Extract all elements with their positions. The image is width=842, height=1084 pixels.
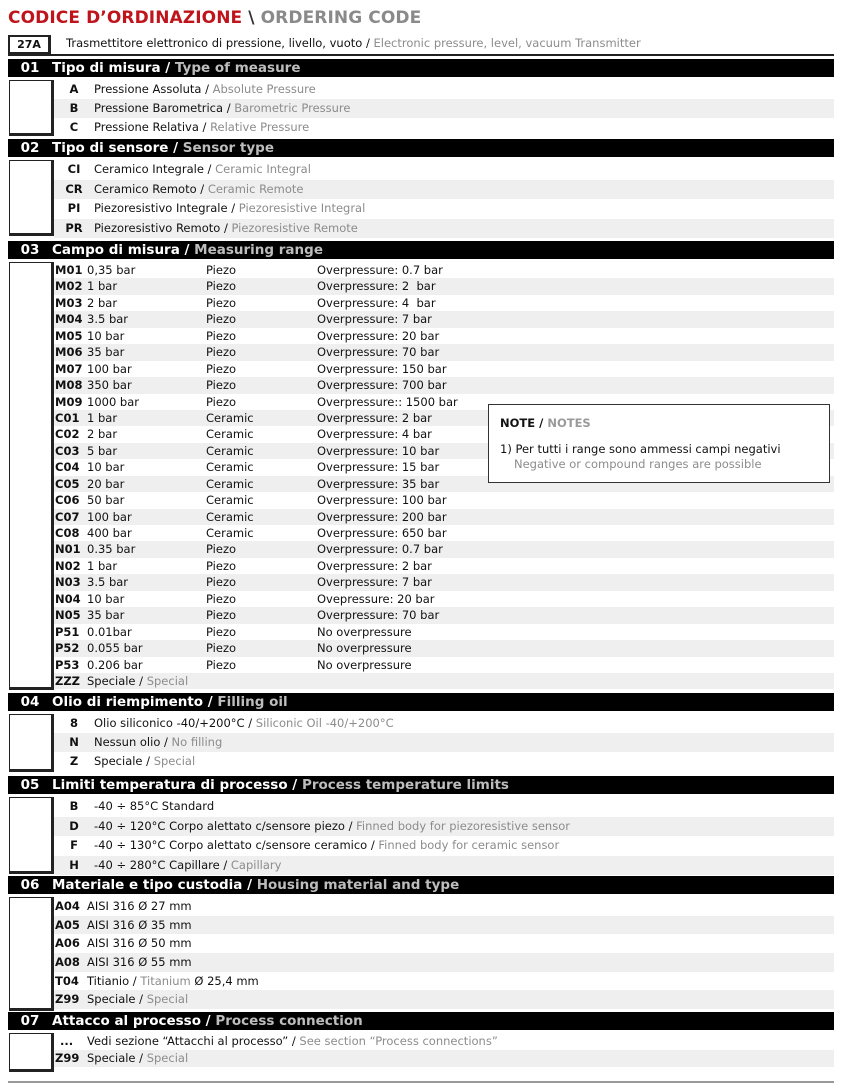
option-list [54, 897, 834, 1009]
section-01-type-of-measure [8, 59, 834, 134]
section-02-sensor-type [8, 139, 834, 235]
sensor-type: Ceramic [206, 493, 254, 508]
sensor-type: Ceramic [206, 526, 254, 540]
range-code: N02 [55, 558, 81, 573]
option-code: CR [65, 181, 83, 196]
option-code: Z99 [55, 1051, 80, 1065]
sensor-type: Piezo [206, 328, 237, 343]
section-number: 02 [20, 140, 40, 156]
option-row: 8 Olio siliconico -40/+200°C / Siliconic Oil -40/+200°C [54, 714, 834, 733]
range-value: 0,35 bar [87, 263, 136, 277]
option-suffix: Ø 25,4 mm [190, 973, 259, 988]
option-row: A Pressione Assoluta / Absolute Pressure [54, 80, 834, 99]
range-row [54, 295, 834, 311]
option-italian: Titianio [87, 973, 130, 988]
option-row: CI Ceramico Integrale / Ceramic Integral [54, 160, 834, 180]
option-code: H [69, 857, 79, 872]
range-value: 2 bar [87, 427, 118, 442]
sensor-type: Piezo [206, 361, 237, 376]
range-code: C02 [55, 427, 80, 442]
range-value: 3.5 bar [87, 575, 129, 590]
option-english: Special [146, 673, 189, 688]
option-english: Relative Pressure [210, 120, 310, 134]
option-code: B [69, 101, 79, 115]
overpressure: Overpressure: 35 bar [317, 476, 440, 491]
range-code: M09 [55, 394, 83, 409]
option-list [54, 714, 834, 771]
option-english: Special [146, 1051, 189, 1065]
option-english: No filling [171, 735, 223, 749]
option-row: T04 Titianio / Titanium Ø 25,4 mm [54, 972, 834, 991]
option-list [54, 797, 834, 875]
range-code: C05 [55, 476, 80, 491]
product-desc-italian: Trasmettitore elettronico di pressione, livello, vuoto [66, 36, 363, 50]
notes-title-italian: NOTE [500, 416, 536, 430]
option-english: Piezoresistive Integral [238, 201, 366, 215]
option-italian: Pressione Relativa [94, 120, 199, 134]
range-value: 0.055 bar [87, 641, 143, 656]
title-italian: CODICE D’ORDINAZIONE [8, 8, 243, 28]
range-value: 3.5 bar [87, 312, 129, 327]
section-header: 03 Campo di misura / Measuring range [8, 241, 834, 259]
section-header: 01 Tipo di misura / Type of measure [8, 59, 834, 77]
range-code: C08 [55, 526, 80, 540]
sensor-type: Piezo [206, 624, 237, 639]
note-line-italian: 1) Per tutti i range sono ammessi campi negativi [500, 442, 781, 456]
range-value: 0.206 bar [87, 657, 143, 672]
section-04-filling-oil [8, 693, 834, 768]
range-code: M07 [55, 361, 83, 376]
overpressure: No overpressure [317, 624, 412, 639]
sensor-type: Ceramic [206, 460, 254, 475]
section-06-housing-material [8, 876, 834, 1007]
section-number: 04 [20, 694, 40, 710]
sensor-type: Ceramic [206, 410, 254, 425]
section-title-english: Process connection [215, 1013, 363, 1029]
option-italian: Ceramico Remoto [94, 181, 197, 196]
sensor-type: Piezo [206, 378, 237, 393]
range-value: 1 bar [87, 279, 118, 294]
range-row [54, 377, 834, 393]
product-code-box: 27A [8, 35, 51, 55]
option-row: ... Vedi sezione “Attacchi al processo” / See section “Process connections” [60, 1034, 498, 1048]
range-value: 35 bar [87, 345, 125, 360]
range-row [54, 328, 834, 344]
option-english: Capillary [230, 857, 282, 872]
section-header: 07 Attacco al processo / Process connection [8, 1012, 834, 1030]
section-number: 03 [20, 242, 40, 258]
range-code: P51 [55, 624, 80, 639]
range-value: 10 bar [87, 328, 125, 343]
range-code: M01 [55, 263, 83, 277]
option-code: T04 [55, 973, 79, 988]
option-code: A05 [55, 917, 80, 932]
option-code: CI [67, 162, 81, 176]
notes-title-english: NOTES [547, 416, 591, 430]
option-english: See section “Process connections” [299, 1034, 498, 1048]
overpressure: Overpressure: 7 bar [317, 575, 432, 590]
sensor-type: Piezo [206, 312, 237, 327]
overpressure: No overpressure [317, 641, 412, 656]
option-list [54, 1033, 834, 1067]
option-italian: Piezoresistivo Remoto [94, 220, 221, 235]
option-english: Finned body for piezoresistive sensor [356, 818, 570, 833]
range-code: ZZZ [55, 673, 81, 688]
section-title-italian: Tipo di misura [52, 60, 161, 76]
range-code: C01 [55, 410, 80, 425]
range-row [54, 541, 834, 557]
range-code: M03 [55, 295, 83, 310]
note-line-english: Negative or compound ranges are possible [514, 457, 762, 471]
sensor-type: Ceramic [206, 476, 254, 491]
section-title-italian: Campo di misura [52, 242, 180, 258]
option-italian: Speciale [87, 673, 136, 688]
sensor-type: Piezo [206, 591, 237, 606]
option-italian: Olio siliconico -40/+200°C [94, 716, 245, 730]
range-row [54, 509, 834, 525]
option-row [54, 916, 834, 935]
option-italian: -40 ÷ 280°C Capillare [94, 857, 220, 872]
option-row: F -40 ÷ 130°C Corpo alettato c/sensore ceramico / Finned body for ceramic sensor [54, 836, 834, 856]
overpressure: Overpressure: 0.7 bar [317, 542, 443, 557]
section-header: 04 Olio di riempimento / Filling oil [8, 693, 834, 711]
overpressure: Overpressure: 200 bar [317, 509, 447, 524]
overpressure: Overpressure: 650 bar [317, 526, 447, 540]
section-title-english: Process temperature limits [301, 777, 509, 793]
option-code: PI [67, 201, 81, 215]
option-row: CR Ceramico Remoto / Ceramic Remote [54, 180, 834, 200]
notes-box [488, 404, 830, 483]
option-english: Piezoresistive Remote [231, 220, 358, 235]
separator: / [135, 673, 147, 688]
range-code: N04 [55, 591, 81, 606]
range-code: P53 [55, 657, 80, 672]
section-header: 06 Materiale e tipo custodia / Housing material and type [8, 876, 834, 894]
option-row [54, 797, 834, 817]
bottom-divider [8, 1081, 834, 1083]
range-code: N01 [55, 542, 81, 557]
option-row [54, 953, 834, 972]
range-code: M04 [55, 312, 83, 327]
option-row: Z Speciale / Special [54, 752, 834, 771]
section-title-english: Measuring range [194, 242, 323, 258]
option-code: PR [65, 220, 83, 235]
sensor-type: Piezo [206, 345, 237, 360]
range-row [54, 311, 834, 327]
overpressure: Overpressure: 100 bar [317, 493, 447, 508]
option-code: Z99 [55, 992, 80, 1007]
selection-box-04[interactable] [9, 714, 54, 772]
range-row [54, 640, 834, 656]
option-italian: AISI 316 Ø 50 mm [87, 936, 192, 951]
option-italian: Speciale [87, 1051, 136, 1065]
range-code: C06 [55, 493, 80, 508]
range-code: M05 [55, 328, 83, 343]
section-title-english: Housing material and type [256, 877, 460, 893]
range-value: 35 bar [87, 608, 125, 623]
option-row: PI Piezoresistivo Integrale / Piezoresistive Integral [54, 199, 834, 219]
option-italian: AISI 316 Ø 55 mm [87, 955, 192, 970]
option-list [54, 80, 834, 137]
section-title-italian: Tipo di sensore [52, 140, 169, 156]
sensor-type: Piezo [206, 575, 237, 590]
sensor-type: Piezo [206, 394, 237, 409]
product-desc-english: Electronic pressure, level, vacuum Transmitter [373, 36, 641, 50]
range-code: M02 [55, 279, 83, 294]
range-row [54, 361, 834, 377]
section-title-english: Filling oil [217, 694, 288, 710]
section-title-italian: Attacco al processo [52, 1013, 201, 1029]
option-english: Finned body for ceramic sensor [378, 838, 560, 852]
section-07-process-connection [8, 1012, 834, 1065]
option-row: B Pressione Barometrica / Barometric Pressure [54, 99, 834, 118]
overpressure: Overpressure: 20 bar [317, 328, 440, 343]
option-english: Barometric Pressure [234, 101, 351, 115]
range-code: N03 [55, 575, 81, 590]
option-code: A06 [55, 936, 80, 951]
option-row: N Nessun olio / No filling [54, 733, 834, 752]
option-list [54, 160, 834, 238]
option-code: D [69, 818, 79, 833]
overpressure: Ovepressure: 20 bar [317, 591, 435, 606]
option-code: A08 [55, 955, 80, 970]
option-english: Siliconic Oil -40/+200°C [255, 716, 394, 730]
range-special [87, 673, 188, 689]
option-english: Special [153, 754, 196, 768]
range-row [54, 657, 834, 673]
overpressure: Overpressure: 0.7 bar [317, 263, 443, 277]
sensor-type: Piezo [206, 608, 237, 623]
range-row [54, 278, 834, 294]
section-title-italian: Olio di riempimento [52, 694, 204, 710]
range-row [54, 607, 834, 623]
separator: / [362, 36, 374, 50]
range-value: 1 bar [87, 558, 118, 573]
range-code: M08 [55, 378, 83, 393]
overpressure: Overpressure: 2 bar [317, 279, 436, 294]
section-title-italian: Materiale e tipo custodia [52, 877, 243, 893]
overpressure: Overpressure: 70 bar [317, 608, 440, 623]
overpressure: Overpressure:: 1500 bar [317, 394, 458, 409]
option-italian: Pressione Assoluta [94, 82, 202, 96]
overpressure: Overpressure: 2 bar [317, 558, 432, 573]
option-italian: -40 ÷ 85°C Standard [94, 799, 215, 813]
option-row: Z99 Speciale / Special [54, 1050, 834, 1067]
range-code: C04 [55, 460, 80, 475]
range-row [54, 262, 834, 278]
option-code: A [69, 82, 79, 96]
range-row [54, 525, 834, 541]
option-code: A04 [55, 899, 80, 913]
overpressure: Overpressure: 10 bar [317, 443, 440, 458]
option-row: D -40 ÷ 120°C Corpo alettato c/sensore piezo / Finned body for piezoresistive sensor [54, 817, 834, 837]
overpressure: Overpressure: 70 bar [317, 345, 440, 360]
overpressure: Overpressure: 15 bar [317, 460, 440, 475]
section-title-english: Sensor type [182, 140, 274, 156]
range-value: 1 bar [87, 410, 118, 425]
range-value: 10 bar [87, 591, 125, 606]
range-code: C03 [55, 443, 80, 458]
range-value: 50 bar [87, 493, 125, 508]
sensor-type: Ceramic [206, 509, 254, 524]
option-code: 8 [69, 716, 78, 730]
option-italian: Speciale [87, 992, 136, 1007]
range-value: 0.35 bar [87, 542, 136, 557]
section-title-italian: Limiti temperatura di processo [52, 777, 288, 793]
notes-title: NOTE / NOTES [500, 416, 591, 430]
section-number: 06 [20, 877, 40, 893]
option-row [54, 897, 834, 916]
option-code: Z [69, 754, 79, 768]
overpressure: No overpressure [317, 657, 412, 672]
option-italian: Ceramico Integrale [94, 162, 204, 176]
range-row [54, 558, 834, 574]
option-italian: Nessun olio [94, 735, 161, 749]
overpressure: Overpressure: 2 bar [317, 410, 432, 425]
option-row [54, 934, 834, 953]
range-value: 100 bar [87, 361, 132, 376]
range-row [54, 673, 834, 689]
sensor-type: Ceramic [206, 427, 254, 442]
option-row: Z99 Speciale / Special [54, 990, 834, 1009]
overpressure: Overpressure: 700 bar [317, 378, 447, 393]
option-italian: AISI 316 Ø 35 mm [87, 917, 192, 932]
overpressure: Overpressure: 4 bar [317, 295, 436, 310]
range-value: 1000 bar [87, 394, 139, 409]
range-row [54, 591, 834, 607]
overpressure: Overpressure: 150 bar [317, 361, 447, 376]
option-italian: Piezoresistivo Integrale [94, 201, 228, 215]
range-value: 400 bar [87, 526, 132, 540]
sensor-type: Piezo [206, 279, 237, 294]
sensor-type: Piezo [206, 295, 237, 310]
range-value: 0.01bar [87, 624, 132, 639]
sensor-type: Piezo [206, 657, 237, 672]
range-value: 20 bar [87, 476, 125, 491]
sensor-type: Piezo [206, 263, 237, 277]
section-number: 05 [20, 777, 40, 793]
option-italian: -40 ÷ 120°C Corpo alettato c/sensore piezo [94, 818, 345, 833]
range-row [54, 344, 834, 360]
sensor-type: Piezo [206, 641, 237, 656]
option-code: ... [60, 1034, 74, 1048]
selection-box-01[interactable] [9, 80, 54, 136]
range-value: 5 bar [87, 443, 118, 458]
section-header: 02 Tipo di sensore / Sensor type [8, 139, 834, 157]
option-english: Ceramic Remote [207, 181, 304, 196]
range-code: P52 [55, 641, 80, 656]
option-italian: Vedi sezione “Attacchi al processo” [87, 1034, 289, 1048]
range-value: 10 bar [87, 460, 125, 475]
option-italian: AISI 316 Ø 27 mm [87, 899, 192, 913]
section-05-process-temperature-limits [8, 776, 834, 872]
product-description [66, 36, 641, 50]
range-code: N05 [55, 608, 81, 623]
range-code: M06 [55, 345, 83, 360]
overpressure: Overpressure: 7 bar [317, 312, 432, 327]
option-row: H -40 ÷ 280°C Capillare / Capillary [54, 856, 834, 876]
title-english: ORDERING CODE [260, 8, 422, 28]
option-code: C [69, 120, 79, 134]
product-row [8, 35, 834, 56]
option-italian: -40 ÷ 130°C Corpo alettato c/sensore ceramico [94, 838, 368, 852]
overpressure: Overpressure: 4 bar [317, 427, 432, 442]
option-english: Special [146, 992, 189, 1007]
option-english: Ceramic Integral [215, 162, 311, 176]
page-title [8, 8, 421, 28]
range-value: 2 bar [87, 295, 118, 310]
sensor-type: Piezo [206, 558, 237, 573]
option-code: B [69, 799, 79, 813]
option-english: Absolute Pressure [212, 82, 316, 96]
option-english: Titanium [140, 973, 191, 988]
section-title-english: Type of measure [174, 60, 301, 76]
range-row [54, 574, 834, 590]
range-code: C07 [55, 509, 80, 524]
selection-box-03[interactable] [9, 262, 54, 690]
selection-box-05[interactable] [9, 797, 54, 874]
range-value: 350 bar [87, 378, 132, 393]
range-row [54, 624, 834, 640]
selection-box-07[interactable] [9, 1033, 54, 1072]
option-italian: Pressione Barometrica [94, 101, 224, 115]
selection-box-06[interactable] [9, 897, 54, 1011]
option-italian: Speciale [94, 754, 143, 768]
selection-box-02[interactable] [9, 160, 54, 236]
range-row [54, 492, 834, 508]
sensor-type: Ceramic [206, 443, 254, 458]
title-separator: \ [248, 8, 255, 28]
range-value: 100 bar [87, 509, 132, 524]
section-header: 05 Limiti temperatura di processo / Process temperature limits [8, 776, 834, 794]
option-code: F [70, 838, 78, 852]
section-number: 07 [20, 1013, 40, 1029]
option-row: C Pressione Relativa / Relative Pressure [54, 118, 834, 137]
option-row: PR Piezoresistivo Remoto / Piezoresistive Remote [54, 219, 834, 239]
section-number: 01 [20, 60, 40, 76]
option-code: N [69, 735, 79, 749]
sensor-type: Piezo [206, 542, 237, 557]
